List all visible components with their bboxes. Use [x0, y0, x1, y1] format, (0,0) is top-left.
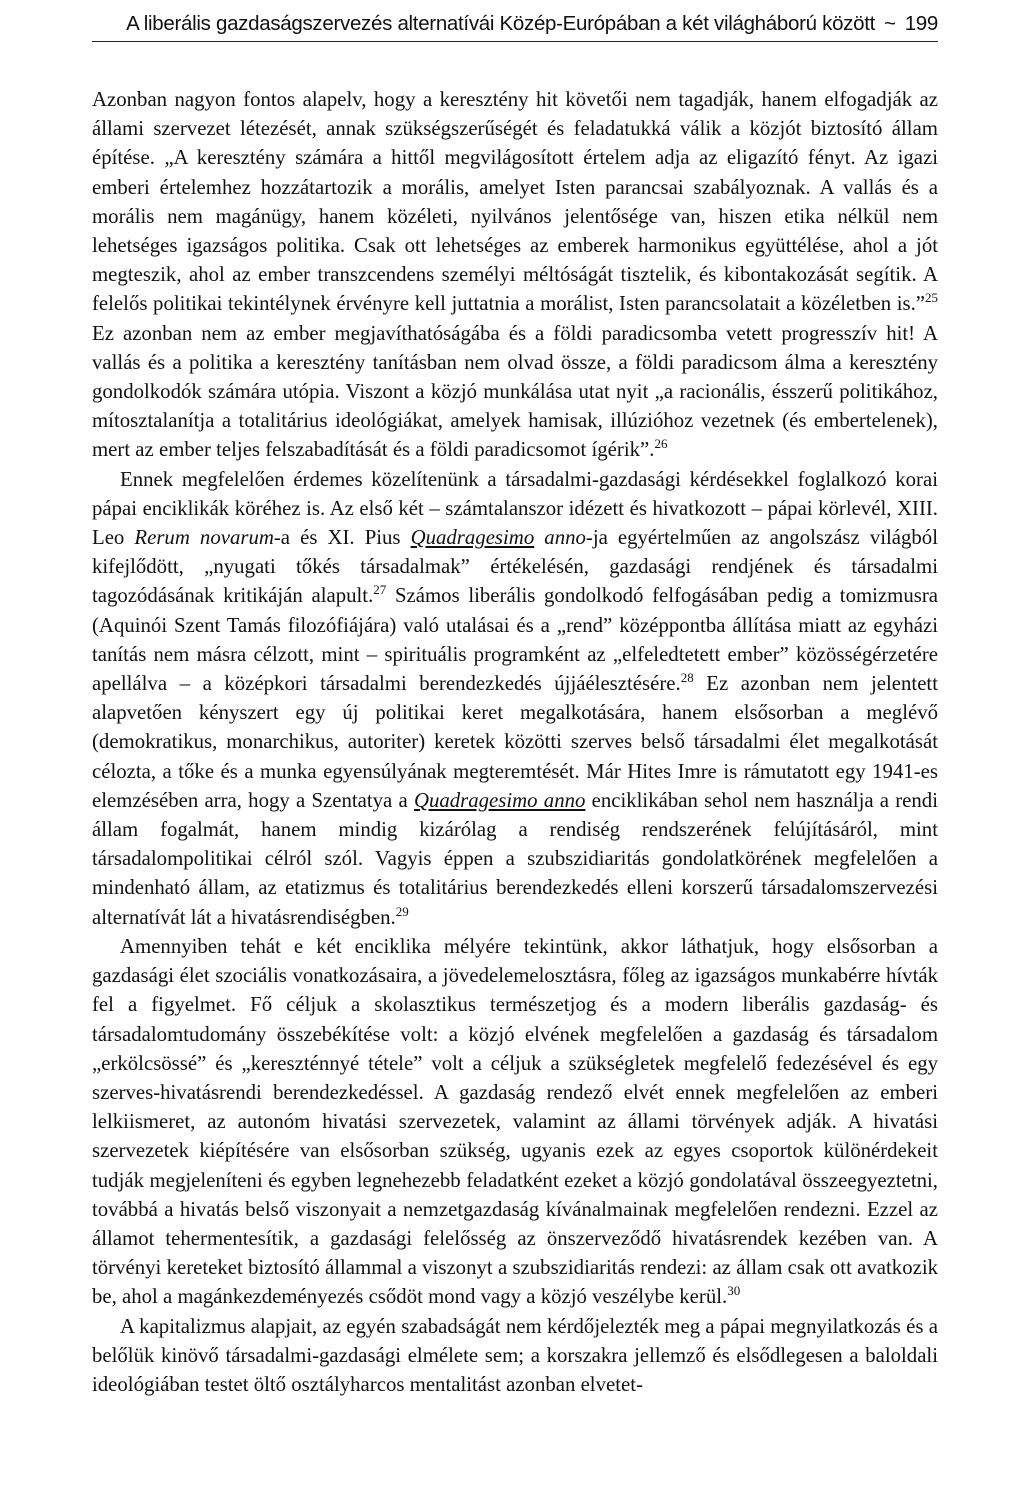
header-separator: ~ [884, 12, 896, 35]
text-run: Azonban nagyon fontos alapelv, hogy a keresztény hit követői nem tagadják, hanem elfogadják az állami szervezet létezését, annak szükségszerűségét és feladatukká válik a közjót biztosító állam építése. „A keresztény számára a hittől megvilágosított értelem adja az eligazító fényt. Az igazi emberi értelemhez hozzátartozik a morális, amelyet Isten parancsai szabályoznak. A vallás és a morális nem magánügy, hanem közéleti, nyilvános jelentősége van, hiszen etika nélkül nem lehetséges igazságos politika. Csak ott lehetséges az emberek harmonikus együttélése, ahol a jót megteszik, ahol az ember transzcendens személyi méltóságát tisztelik, és kibontakozását segítik. A felelős politikai tekintélynek érvényre kell juttatnia a morálist, Isten parancsolatait a közéletben is.” [92, 88, 938, 316]
text-run: Számos liberális gondolkodó felfogásában pedig a tomizmusra (Aquinói Szent Tamás filozófiájára) való utalásai és a „rend” középpontba állítása miatt az egyházi tanítás nem másra célzott, mint – spirituális programként az „elfeledtetett ember” közösségérzetére apellálva – a középkori társadalmi berendezkedés újjáélesztésére. [92, 584, 938, 696]
footnote-ref: 28 [680, 670, 694, 686]
text-run: enciklikában sehol nem használja a rendi állam fogalmát, hanem mindig kizárólag a rendiség rendszerének felújításáról, mint társadalompolitikai célról szól. Vagyis éppen a szubszidiaritás gondolatkörének megfelelően a mindenható állam, az etatizmus és totalitárius berendezkedés elleni korszerű társadalomszervezési alternatívát lát a hivatásrendiségben. [92, 788, 938, 929]
text-run [534, 526, 544, 549]
italic-title: Rerum novarum [134, 526, 274, 550]
paragraph-2 [92, 465, 938, 932]
body-text [92, 85, 938, 1399]
page-number: 199 [904, 12, 938, 35]
text-run: Ennek megfelelően érdemes közelítenünk a társadalmi-gazdasági kérdésekkel foglalkozó korai pápai enciklikák köréhez is. Az első két – számtalanszor idézett és hivatkozott – pápai körlevél, XIII. Leo [92, 467, 938, 550]
footnote-ref: 26 [654, 436, 668, 452]
footnote-ref: 25 [925, 290, 938, 306]
running-header [92, 10, 938, 42]
running-title: A liberális gazdaságszervezés alternatívái Közép-Európában a két világháború között [126, 12, 876, 35]
text-run: -ja egyértelműen az angolszász világból kifejlődött, „nyugati tőkés társadalmak” értékelésén, gazdasági rendjének és társadalmi tagozódásának kritikáján alapult. [92, 526, 938, 608]
italic-title: anno [544, 526, 586, 550]
footnote-ref: 27 [373, 582, 387, 598]
underlined-italic-title: Quadragesimo [410, 526, 535, 550]
underlined-italic-title: Quadragesimo anno [413, 788, 586, 812]
paragraph-1 [92, 85, 938, 465]
footnote-ref: 30 [727, 1283, 741, 1299]
paragraph-3 [92, 932, 938, 1312]
text-run: Ez azonban nem az ember megjavíthatóságába és a földi paradicsomba vetett progresszív hit! A vallás és a politika a keresztény tanításban nem olvad össze, a földi paradicsom álma a keresztény gondolkodók számára utópia. Viszont a közjó munkálása utat nyit „a racionális, ésszerű politikához, mítosztalanítja a totalitárius ideológiákat, amelyek hamisak, illúzióhoz vezetnek (és embertelenek), mert az ember teljes felszabadítását és a földi paradicsomot ígérik”. [92, 321, 938, 462]
paragraph-4 [92, 1312, 938, 1400]
footnote-ref: 29 [395, 903, 409, 919]
book-page [92, 10, 938, 1399]
text-run: -a és XI. Pius [273, 526, 411, 550]
text-run: Ez azonban nem jelentett alapvetően kényszert egy új politikai keret megalkotására, hanem elsősorban a meglévő (demokratikus, monarchikus, autoriter) keretek közötti szerves belső társadalmi élet megalkotását célozta, a tőke és a munka egyensúlyának megteremtését. Már Hites Imre is rámutatott egy 1941-es elemzésében arra, hogy a Szentatya a [92, 672, 938, 812]
text-run: Amennyiben tehát e két enciklika mélyére tekintünk, akkor láthatjuk, hogy elsősorban a gazdasági élet szociális vonatkozásaira, a jövedelemelosztásra, főleg az igazságos munkabérre hívták fel a figyelmet. Fő céljuk a skolasztikus természetjog és a modern liberális gazdaság- és társadalomtudomány összebékítése volt: a közjó elvének megfelelően a gazdaság és társadalom „erkölcsössé” és „kereszténnyé tétele” volt a céljuk a szükségletek megfelelő fedezésével és egy szerves-hivatásrendi berendezkedéssel. A gazdaság rendező elvét ennek megfelelően az emberi lelkiismeret, az autonóm hivatási szervezetek, valamint az állami törvények adják. A hivatási szervezetek kiépítésére van elsősorban szükség, ugyanis ezek az egyes csoportok különérdekeit tudják megjeleníteni és egyben legnehezebb feladatként ezeket a közjó gondolatával összeegyeztetni, továbbá a hivatás belső viszonyait a nemzetgazdaság kívánalmainak megfelelően rendezni. Ezzel az államot tehermentesítik, a gazdasági felelősség az önszerveződő hivatásrendek kezében van. A törvényi kereteket biztosító állammal a viszonyt a szubszidiaritás rendezi: az állam csak ott avatkozik be, ahol a magánkezdeményezés csődöt mond vagy a közjó veszélybe kerül. [92, 934, 938, 1309]
text-run: A kapitalizmus alapjait, az egyén szabadságát nem kérdőjelezték meg a pápai megnyilatkozás és a belőlük kinövő társadalmi-gazdasági elmélete sem; a korszakra jellemző és elsődlegesen a baloldali ideológiában testet öltő osztályharcos mentalitást azonban elvetet- [92, 1314, 938, 1396]
